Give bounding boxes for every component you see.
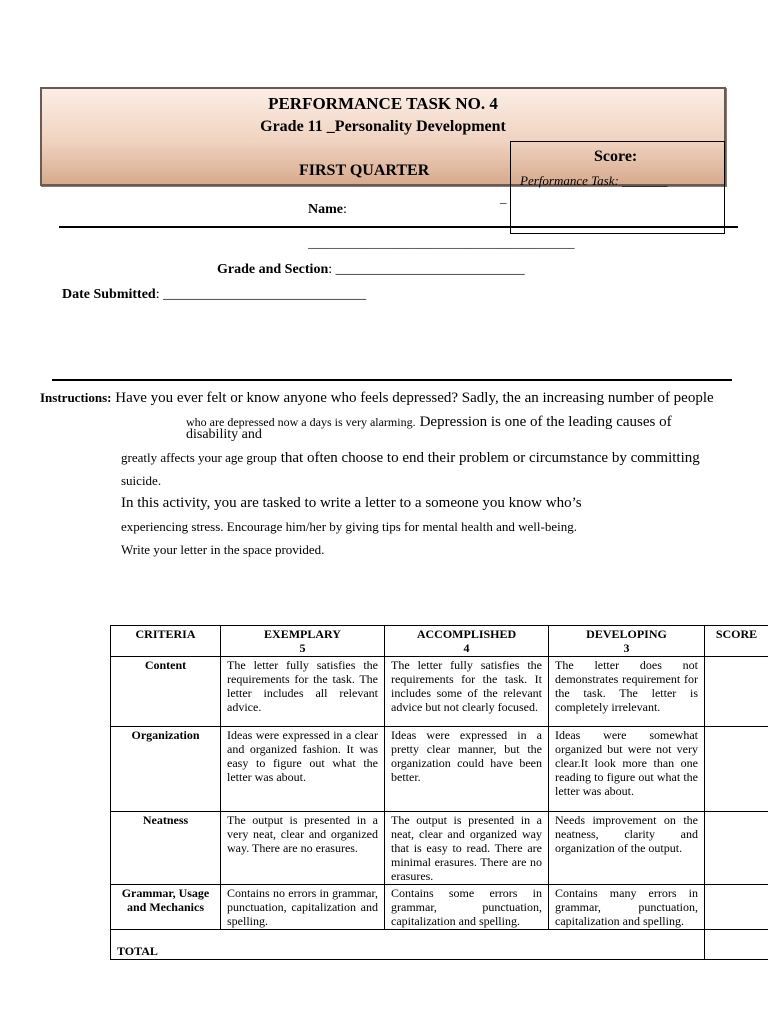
stray-underscore: _ <box>500 190 507 205</box>
total-score-cell[interactable] <box>705 930 768 960</box>
header-accomplished: ACCOMPLISHED 4 <box>385 626 549 657</box>
score-cell[interactable] <box>705 657 768 727</box>
developing-cell: The letter does not demonstrates requirement for the task. The letter is completely irrelevant. <box>549 657 705 727</box>
criteria-cell: Content <box>111 657 221 727</box>
accomplished-cell: Ideas were expressed in a pretty clear manner, but the organization could have been better. <box>385 727 549 812</box>
instructions-line-1: Instructions: Have you ever felt or know anyone who feels depressed? Sadly, the an increasing number of people <box>40 390 714 406</box>
table-row <box>111 812 768 885</box>
accomplished-cell: The letter fully satisfies the requirements for the task. It includes some of the relevant advice but not clearly focused. <box>385 657 549 727</box>
accomplished-cell: Contains some errors in grammar, punctuation, capitalization and spelling. <box>385 885 549 930</box>
table-row <box>111 657 768 727</box>
name-label: Name: <box>308 202 347 217</box>
instructions-label: Instructions: <box>40 390 112 405</box>
performance-task-score: Performance Task: _______ <box>520 173 668 188</box>
date-submitted-row: Date Submitted: _____________________________ <box>62 287 367 302</box>
criteria-cell: Neatness <box>111 812 221 885</box>
name-field[interactable]: _________________________________________ <box>308 235 575 250</box>
score-cell[interactable] <box>705 812 768 885</box>
task-title: PERFORMANCE TASK NO. 4 <box>268 94 498 113</box>
exemplary-cell: Ideas were expressed in a clear and organized fashion. It was easy to figure out what the letter was about. <box>221 727 385 812</box>
score-cell[interactable] <box>705 727 768 812</box>
grade-section-field[interactable]: : ___________________________ <box>328 262 525 277</box>
subject-title: Grade 11 _Personality Development <box>260 118 506 135</box>
developing-cell: Contains many errors in grammar, punctuation, capitalization and spelling. <box>549 885 705 930</box>
criteria-cell: Organization <box>111 727 221 812</box>
developing-cell: Needs improvement on the neatness, clarity and organization of the output. <box>549 812 705 885</box>
criteria-cell: Grammar, Usage and Mechanics <box>111 885 221 930</box>
instructions-line-2: who are depressed now a days is very alarming. Depression is one of the leading causes of <box>186 414 672 430</box>
table-row <box>111 885 768 930</box>
name-rule <box>59 226 738 228</box>
instructions-line-7: experiencing stress. Encourage him/her by giving tips for mental health and well-being. <box>121 519 577 534</box>
rubric-header-row <box>111 626 768 657</box>
developing-cell: Ideas were somewhat organized but were not very clear.It look more than one reading to figure out what the letter was about. <box>549 727 705 812</box>
instructions-line-3: disability and <box>186 427 262 442</box>
total-row <box>111 930 768 960</box>
header-criteria: CRITERIA <box>111 626 221 657</box>
accomplished-cell: The output is presented in a neat, clear and organized way that is easy to read. There are minimal erasures. There are no erasures. <box>385 812 549 885</box>
grade-section-row: Grade and Section: ___________________________ <box>217 262 525 277</box>
instructions-line-8: Write your letter in the space provided. <box>121 542 325 557</box>
instructions-line-4: greatly affects your age group that often choose to end their problem or circumstance by committing <box>121 450 700 466</box>
rubric-table <box>110 625 768 960</box>
header-score: SCORE <box>705 626 768 657</box>
quarter-title: FIRST QUARTER <box>299 162 430 179</box>
total-label: TOTAL <box>111 930 705 960</box>
exemplary-cell: The letter fully satisfies the requirements for the task. The letter includes all relevant advice. <box>221 657 385 727</box>
instructions-line-6: In this activity, you are tasked to write a letter to a someone you know who’s <box>121 495 582 511</box>
score-cell[interactable] <box>705 885 768 930</box>
date-submitted-field[interactable]: : _____________________________ <box>155 287 367 302</box>
header-exemplary: EXEMPLARY 5 <box>221 626 385 657</box>
instructions-line-5: suicide. <box>121 473 162 488</box>
score-label: Score: <box>594 148 638 165</box>
exemplary-cell: The output is presented in a very neat, clear and organized way. There are no erasures. <box>221 812 385 885</box>
header-developing: DEVELOPING 3 <box>549 626 705 657</box>
table-row <box>111 727 768 812</box>
section-divider <box>52 379 732 381</box>
exemplary-cell: Contains no errors in grammar, punctuation, capitalization and spelling. <box>221 885 385 930</box>
